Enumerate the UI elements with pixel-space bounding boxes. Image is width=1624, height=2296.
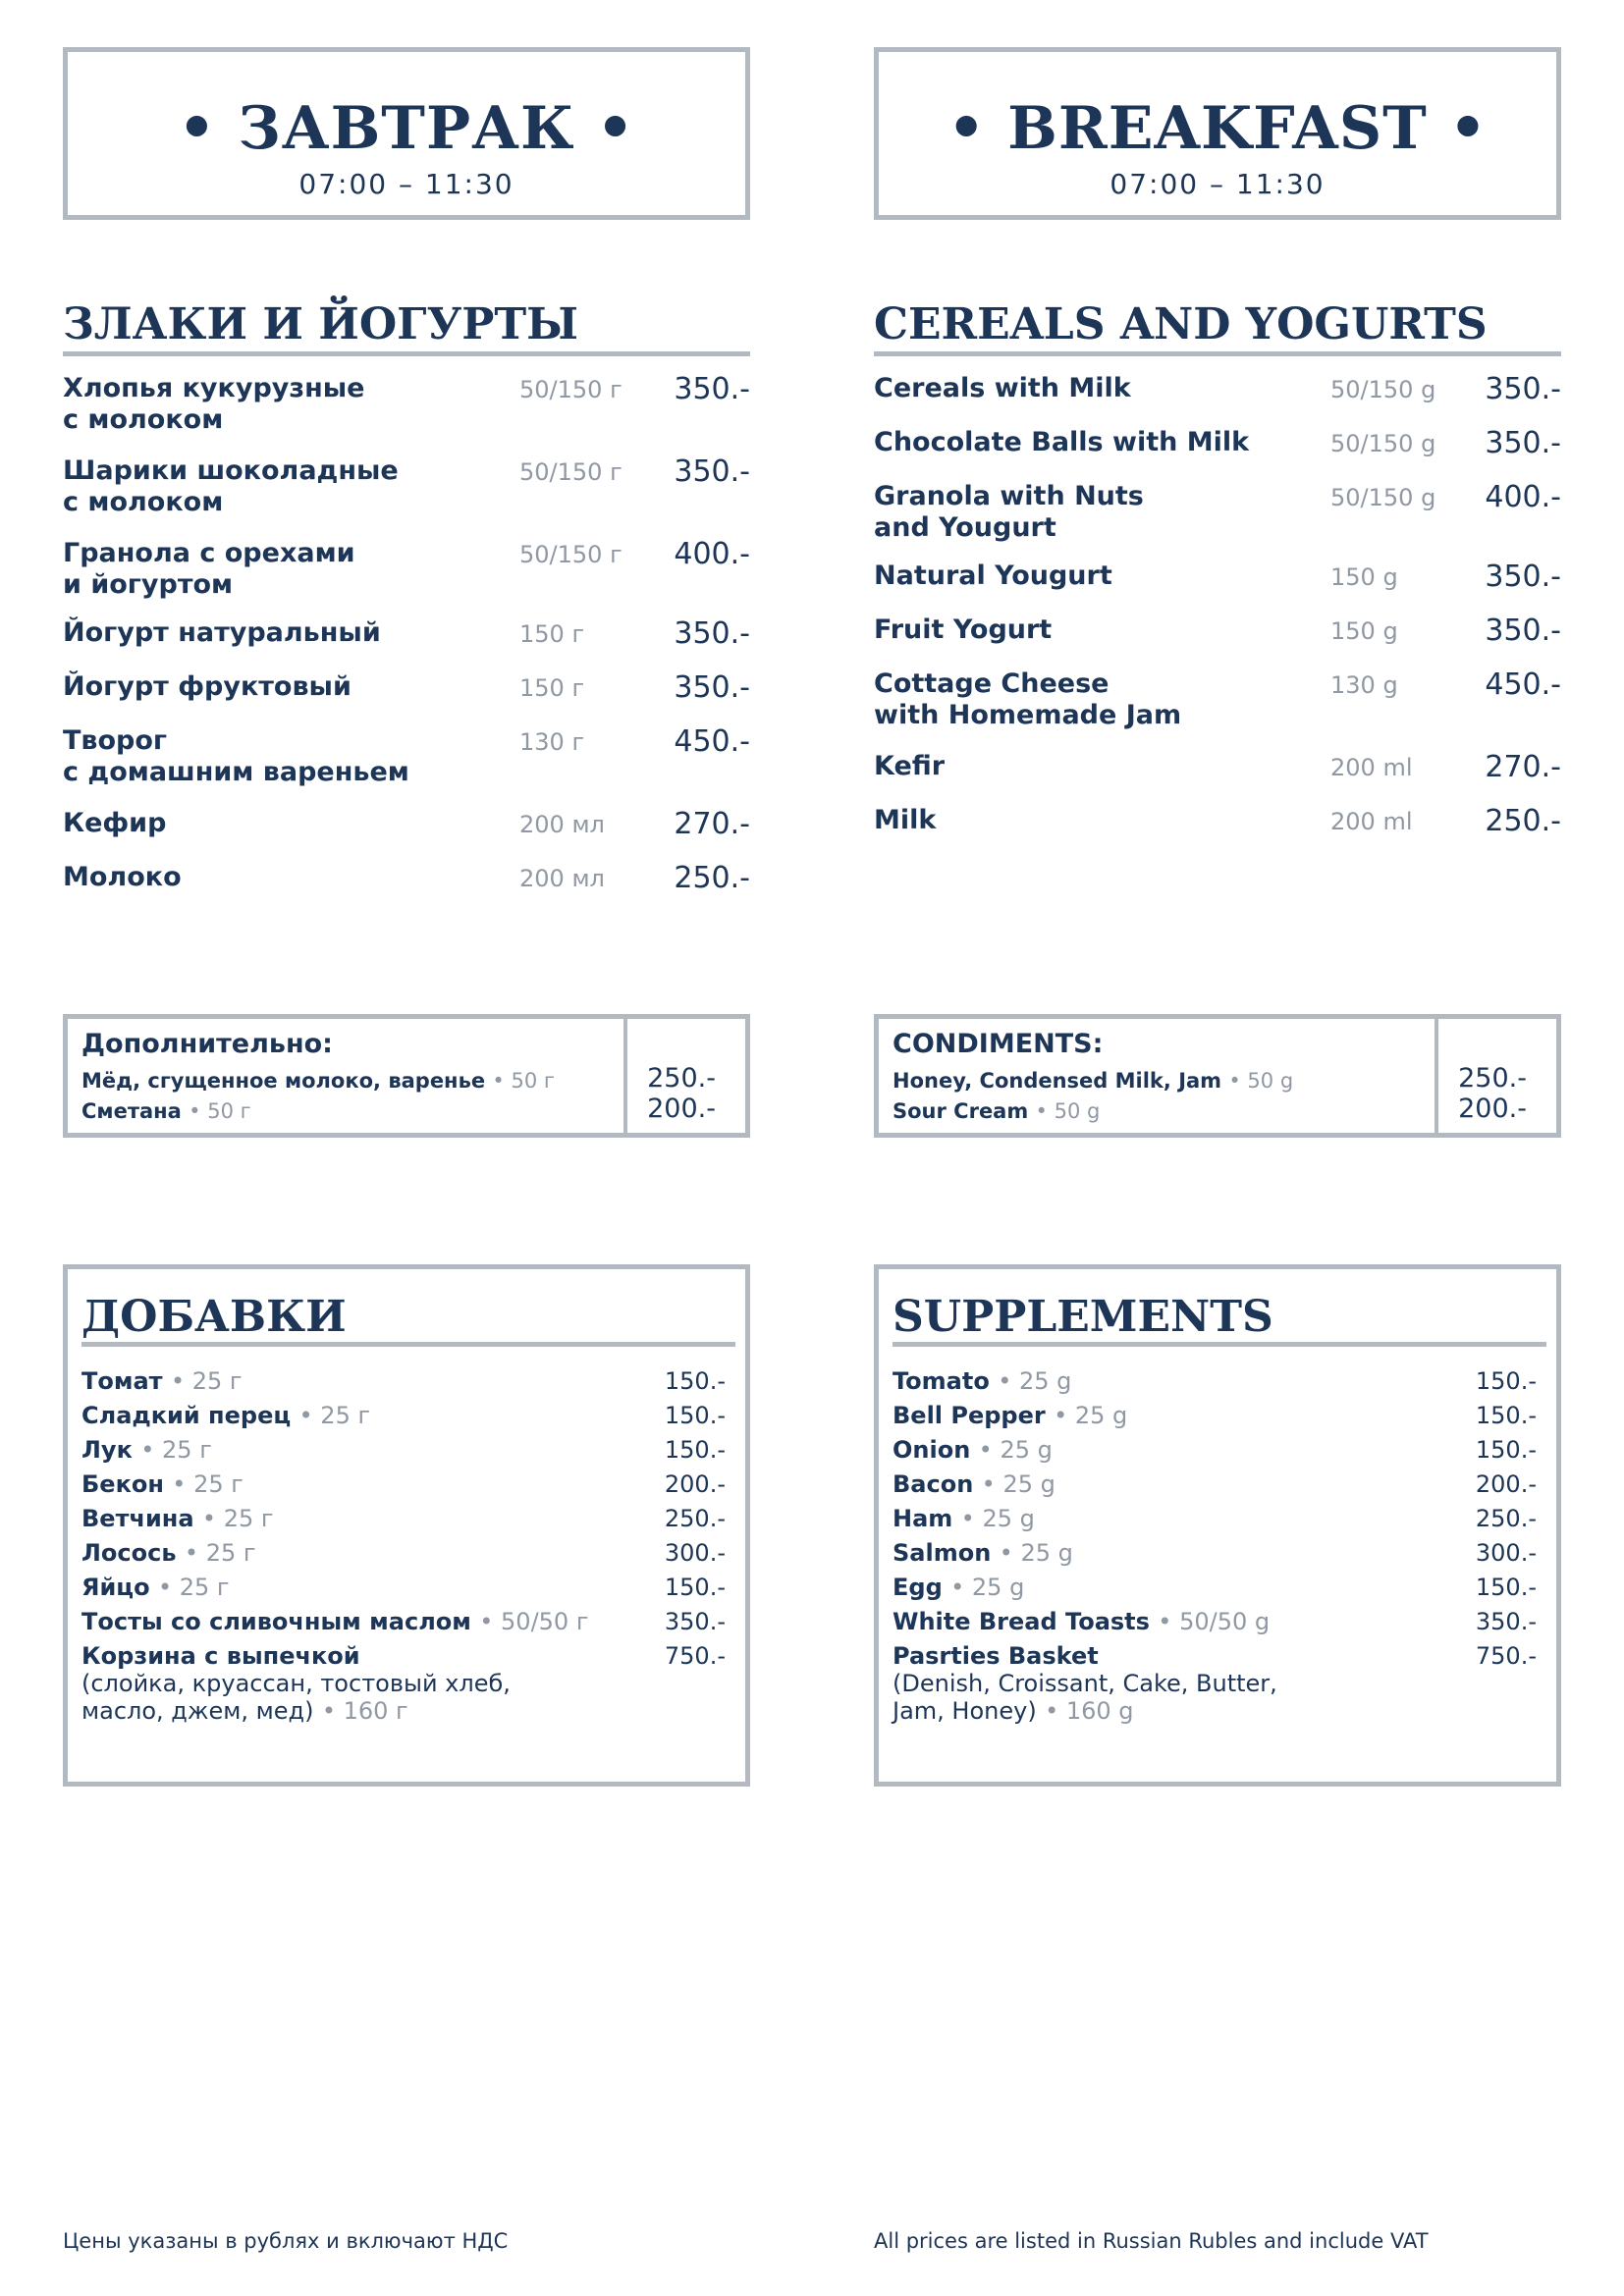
item-name: Кефир [63,808,167,838]
item-price: 350.- [1485,614,1561,648]
header-box [874,47,1561,220]
menu-item [63,808,750,862]
supplement-item [893,1436,1546,1470]
supplement-item [893,1505,1546,1539]
supplement-price: 250.- [664,1505,726,1532]
item-weight: 50/150 г [519,376,623,403]
supplement-item [81,1608,735,1642]
item-price: 350.- [1485,372,1561,406]
supplement-weight: • 25 г [298,1402,371,1429]
item-name: Kefir [874,751,946,781]
supplement-weight: • 25 g [950,1574,1025,1601]
supplement-price: 150.- [664,1367,726,1395]
extras-name: Мёд, сгущенное молоко, варенье [81,1069,486,1093]
supplement-price: 150.- [664,1402,726,1429]
supplement-name: Ветчина [81,1505,194,1532]
supplements-title: ДОБАВКИ [81,1293,735,1347]
item-name: Cottage Cheese with Homemade Jam [874,668,1182,730]
supplement-weight: • 50/50 г [479,1608,589,1635]
supplement-name: White Bread Toasts [893,1608,1150,1635]
supplement-name: Тосты со сливочным маслом [81,1608,471,1635]
supplement-item [893,1642,1546,1731]
item-weight: 150 г [519,620,585,648]
supplement-name: Сладкий перец [81,1402,292,1429]
menu-item [63,671,750,725]
item-price: 450.- [1485,667,1561,702]
supplement-price: 150.- [1475,1574,1537,1601]
supplement-item [893,1402,1546,1436]
supplement-name: Лук [81,1436,133,1464]
item-name: Творог с домашним вареньем [63,725,409,787]
item-weight: 130 г [519,728,585,756]
supplement-item [893,1608,1546,1642]
supplement-weight: • 25 г [172,1470,244,1498]
header-box [63,47,750,220]
item-weight: 150 g [1330,617,1398,645]
header-title: • BREAKFAST • [947,94,1489,163]
menu-item [63,373,750,455]
menu-item [874,481,1561,561]
item-name: Гранола с орехами и йогуртом [63,538,355,600]
supplement-weight: • 50/50 g [1158,1608,1271,1635]
item-name: Natural Yougurt [874,561,1112,591]
supplement-name: Bacon [893,1470,974,1498]
supplements-box [874,1264,1561,1787]
item-weight: 200 мл [519,865,605,892]
item-list [63,373,750,916]
supplements-title: SUPPLEMENTS [893,1293,1546,1347]
item-price: 350.- [674,670,750,705]
supplement-price: 200.- [664,1470,726,1498]
item-weight: 50/150 g [1330,484,1436,511]
supplement-item [893,1367,1546,1402]
divider [1435,1019,1438,1133]
extras-name: Honey, Condensed Milk, Jam [893,1069,1222,1093]
supplements-list [893,1367,1546,1731]
condiments-box [874,1014,1561,1138]
supplements-list [81,1367,735,1731]
item-price: 350.- [674,372,750,406]
item-price: 350.- [1485,560,1561,594]
extras-line [893,1066,1293,1095]
supplement-price: 750.- [664,1642,726,1670]
supplement-price: 350.- [1475,1608,1537,1635]
extras-price: 250.- [647,1063,716,1094]
supplement-weight: • 25 g [1054,1402,1128,1429]
extras-line [81,1066,555,1095]
supplement-weight: • 25 g [999,1539,1073,1567]
supplement-weight: • 25 г [201,1505,274,1532]
supplement-price: 150.- [1475,1367,1537,1395]
supplement-weight: • 25 g [981,1470,1056,1498]
supplement-name: Бекон [81,1470,164,1498]
supplement-weight: • 25 g [960,1505,1035,1532]
item-weight: 200 ml [1330,808,1413,835]
item-weight: 50/150 г [519,541,623,568]
supplement-weight: • 25 г [184,1539,256,1567]
item-price: 270.- [674,807,750,841]
supplement-name: Onion [893,1436,971,1464]
item-price: 400.- [674,537,750,571]
supplement-item [81,1505,735,1539]
footer-note: Цены указаны в рублях и включают НДС [63,2229,509,2253]
item-price: 350.- [674,616,750,651]
header-title: • ЗАВТРАК • [178,94,635,163]
extras-weight: • 50 g [1228,1069,1294,1093]
item-name: Cereals with Milk [874,373,1131,403]
supplement-description: (Denish, Croissant, Cake, Butter, Jam, Honey) [893,1670,1277,1725]
menu-item [874,561,1561,614]
extras-price: 250.- [1458,1063,1527,1094]
supplement-item [81,1470,735,1505]
header-time: 07:00 – 11:30 [298,168,514,200]
extras-weight: • 50 g [1035,1099,1101,1123]
item-price: 250.- [1485,804,1561,838]
supplement-item [81,1642,735,1731]
item-price: 350.- [674,454,750,489]
extras-weight: • 50 г [189,1099,251,1123]
extras-line [81,1096,251,1126]
extras-price: 200.- [1458,1094,1527,1124]
supplement-name: Корзина с выпечкой [81,1642,360,1670]
extras-name: Sour Cream [893,1099,1029,1123]
item-price: 270.- [1485,750,1561,784]
supplement-weight: • 160 g [1045,1697,1134,1725]
item-list [874,373,1561,859]
item-weight: 200 мл [519,811,605,838]
extras-title: Дополнительно: [81,1029,333,1059]
supplement-price: 200.- [1475,1470,1537,1498]
supplement-weight: • 25 g [998,1367,1072,1395]
supplement-name: Яйцо [81,1574,150,1601]
menu-item [63,455,750,538]
menu-item [874,427,1561,481]
item-name: Granola with Nuts and Yougurt [874,481,1144,543]
menu-item [874,614,1561,668]
extras-weight: • 50 г [492,1069,555,1093]
section-title: CEREALS AND YOGURTS [874,300,1561,356]
supplement-name: Лосось [81,1539,177,1567]
item-name: Milk [874,805,937,835]
footer-note: All prices are listed in Russian Rubles and include VAT [874,2229,1429,2253]
item-name: Хлопья кукурузные с молоком [63,373,365,435]
supplement-price: 300.- [1475,1539,1537,1567]
item-weight: 50/150 g [1330,430,1436,457]
item-weight: 150 г [519,674,585,702]
extras-price: 200.- [647,1094,716,1124]
supplement-item [81,1539,735,1574]
extras-name: Сметана [81,1099,182,1123]
item-name: Fruit Yogurt [874,614,1053,645]
item-price: 350.- [1485,426,1561,460]
supplement-weight: • 160 г [321,1697,408,1725]
item-weight: 150 g [1330,563,1398,591]
supplement-price: 150.- [1475,1436,1537,1464]
item-weight: 130 g [1330,671,1398,699]
extras-title: CONDIMENTS: [893,1029,1104,1059]
supplement-name: Ham [893,1505,953,1532]
menu-item [63,725,750,808]
item-name: Йогурт натуральный [63,617,381,648]
menu-item [63,617,750,671]
menu-item [874,668,1561,751]
supplement-name: Томат [81,1367,163,1395]
supplement-price: 150.- [664,1436,726,1464]
supplement-price: 150.- [664,1574,726,1601]
supplement-weight: • 25 г [170,1367,243,1395]
extras-line [893,1096,1100,1126]
item-price: 250.- [674,861,750,895]
supplement-name: Egg [893,1574,943,1601]
header-time: 07:00 – 11:30 [1110,168,1326,200]
menu-item [874,373,1561,427]
supplement-item [893,1470,1546,1505]
supplements-box [63,1264,750,1787]
supplement-item [81,1436,735,1470]
menu-column-en [874,0,1561,2296]
supplement-name: Pasrties Basket [893,1642,1099,1670]
extras-box [63,1014,750,1138]
supplement-item [81,1402,735,1436]
menu-item [874,751,1561,805]
item-name: Молоко [63,862,182,892]
supplement-price: 750.- [1475,1642,1537,1670]
item-name: Chocolate Balls with Milk [874,427,1250,457]
item-weight: 200 ml [1330,754,1413,781]
supplement-item [81,1367,735,1402]
supplement-price: 250.- [1475,1505,1537,1532]
supplement-price: 150.- [1475,1402,1537,1429]
menu-item [874,805,1561,859]
supplement-name: Bell Pepper [893,1402,1046,1429]
item-price: 400.- [1485,480,1561,514]
divider [623,1019,627,1133]
supplement-price: 350.- [664,1608,726,1635]
supplement-weight: • 25 г [157,1574,230,1601]
menu-column-ru [63,0,750,2296]
item-name: Шарики шоколадные с молоком [63,455,399,517]
supplement-item [893,1539,1546,1574]
supplement-price: 300.- [664,1539,726,1567]
supplement-name: Tomato [893,1367,990,1395]
menu-item [63,862,750,916]
item-weight: 50/150 г [519,458,623,486]
item-weight: 50/150 g [1330,376,1436,403]
menu-item [63,538,750,617]
item-price: 450.- [674,724,750,759]
section-title: ЗЛАКИ И ЙОГУРТЫ [63,300,750,356]
supplement-weight: • 25 г [140,1436,212,1464]
supplement-name: Salmon [893,1539,992,1567]
supplement-description: (слойка, круассан, тостовый хлеб, масло, джем, мед) [81,1670,511,1725]
supplement-weight: • 25 g [978,1436,1053,1464]
supplement-item [81,1574,735,1608]
item-name: Йогурт фруктовый [63,671,352,702]
supplement-item [893,1574,1546,1608]
